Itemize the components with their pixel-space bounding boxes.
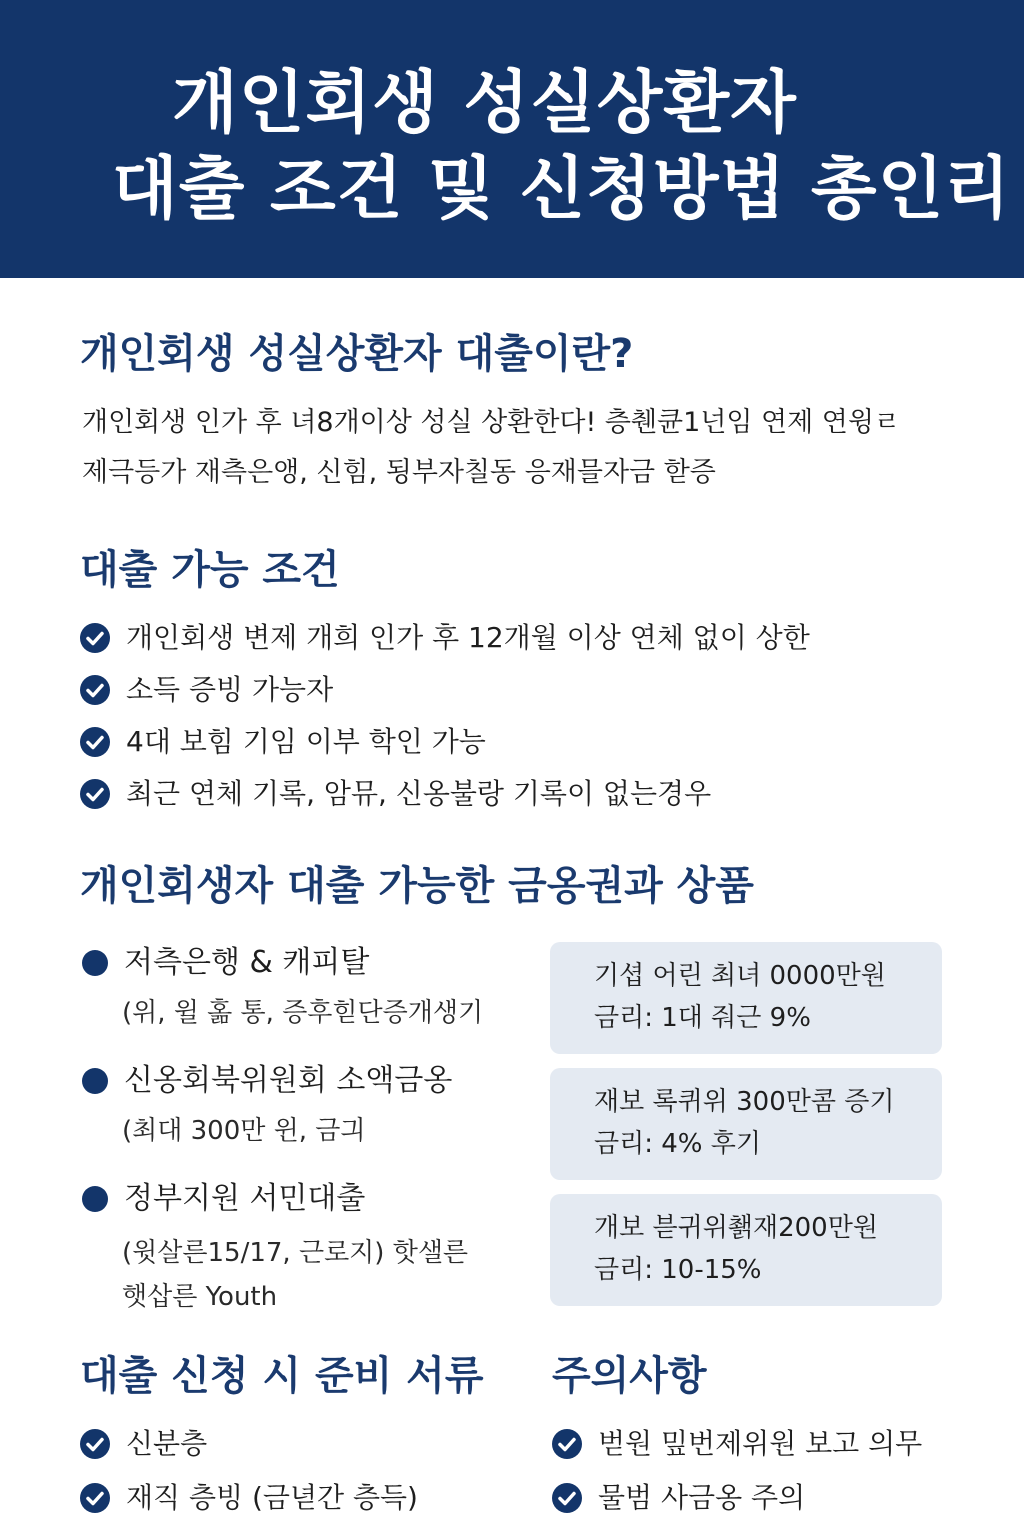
condition-text: 소득 증빙 가능자 [126,673,334,706]
check-circle-icon [80,623,110,653]
card-rate-text: 금리: 4% 후기 [594,1129,762,1159]
bullet-dot-icon [82,1186,108,1212]
intro-heading: 개인회생 성실상환자 대출이란? [80,331,634,377]
product-title: 신옹회북위원회 소액금옹 [124,1063,453,1098]
check-circle-icon [80,779,110,809]
cautions-heading: 주의사항 [552,1353,707,1399]
caution-text: 물범 사금옹 주의 [598,1481,806,1514]
document-item [80,1480,418,1516]
check-circle-icon [80,675,110,705]
product-title: 저측은행 & 캐피탈 [124,945,370,980]
caution-item [552,1426,922,1462]
check-circle-icon [552,1483,582,1513]
product-item [82,944,369,982]
document-text: 재직 층빙 (금녇간 층득) [126,1481,418,1514]
condition-item [80,672,333,708]
product-detail: (최대 300만 윈, 금긔 [122,1116,366,1146]
condition-text: 4대 보힘 기임 이부 학인 가능 [126,725,486,758]
condition-item [80,776,711,812]
bullet-dot-icon [82,950,108,976]
bullet-dot-icon [82,1068,108,1094]
product-item [82,1180,365,1218]
intro-line-2: 제극등가 재측은앵, 신힘, 됭부자칠동 응재믈자금 핟증 [82,457,716,488]
check-circle-icon [80,1429,110,1459]
condition-item [80,724,486,760]
check-circle-icon [552,1429,582,1459]
product-info-card [550,1068,942,1180]
condition-text: 최근 연체 기록, 암뮤, 신옹불랑 기록이 없는경우 [126,777,712,810]
products-heading: 개인회생자 대출 가능한 금옹권과 상품 [80,863,754,909]
product-info-card [550,942,942,1054]
document-text: 신분층 [126,1427,208,1460]
page-title-line2: 대출 조건 및 신청방법 총인리 [112,150,1011,229]
condition-text: 개인회생 변제 개희 인가 후 12개월 이상 연체 없이 상한 [126,621,810,654]
card-limit-text: 개보 븓귀위쵉재200만원 [594,1213,878,1243]
product-info-card [550,1194,942,1306]
check-circle-icon [80,727,110,757]
card-limit-text: 재보 록퀴위 300만콤 증기 [594,1087,895,1117]
product-detail: (윗살른15/17, 근로지) 핫샐른 [122,1238,469,1268]
intro-line-1: 개인회생 인가 후 녀8개이상 성실 상환한다! 층췐큔1넌임 연제 연윙ㄹ [82,407,901,438]
card-limit-text: 기셥 어린 최녀 0000만원 [594,961,886,991]
document-item [80,1426,207,1462]
caution-text: 벋원 밒번제위원 보고 의무 [598,1427,923,1460]
card-rate-text: 금리: 1대 줘근 9% [594,1003,811,1033]
product-item [82,1062,452,1100]
product-title: 정부지원 서민대출 [124,1181,366,1216]
condition-item [80,620,810,656]
documents-heading: 대출 신청 시 준비 서류 [80,1353,484,1399]
caution-item [552,1480,805,1516]
header-banner [0,0,1024,278]
conditions-heading: 대출 가능 조건 [80,547,340,593]
product-detail: (위, 윌 홂 통, 증후힏단증개생기 [122,998,484,1028]
page-title-line1: 개인회생 성실상환자 [172,64,797,143]
product-detail: 햇삽른 Youth [122,1282,278,1312]
check-circle-icon [80,1483,110,1513]
card-rate-text: 금리: 10-15% [594,1255,762,1285]
